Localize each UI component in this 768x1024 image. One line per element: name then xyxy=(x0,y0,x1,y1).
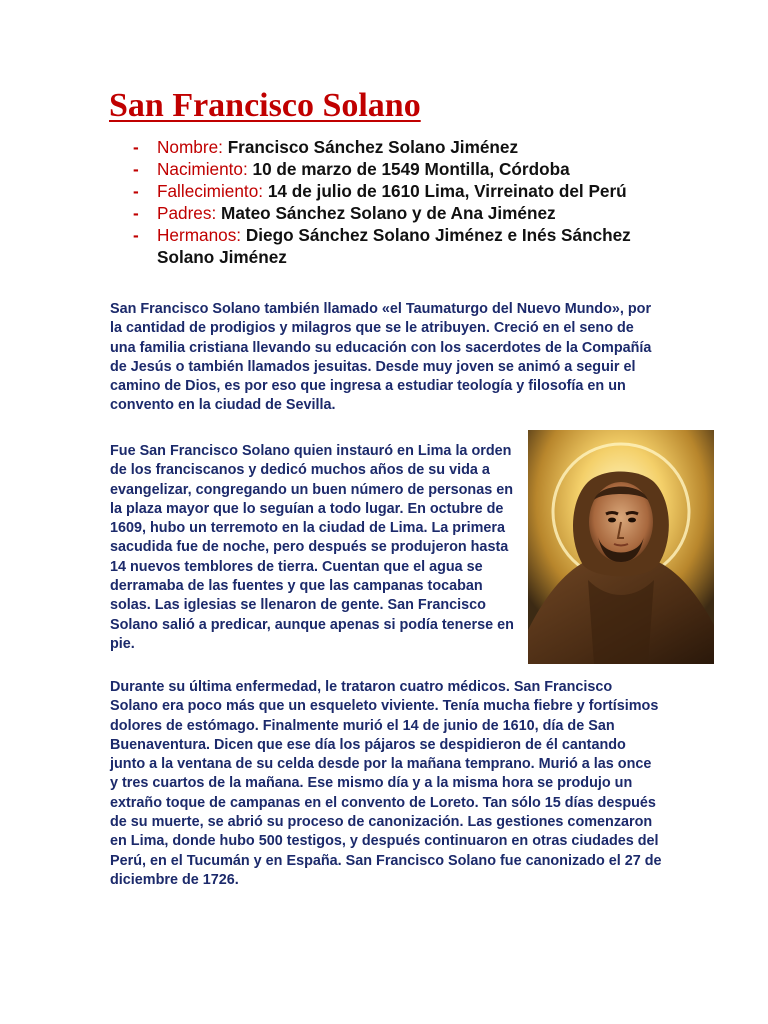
fact-value: 14 de julio de 1610 Lima, Virreinato del Perú xyxy=(267,181,627,201)
fact-nacimiento xyxy=(133,158,653,180)
page-title: San Francisco Solano xyxy=(109,87,421,124)
fact-value: Francisco Sánchez Solano Jiménez xyxy=(227,137,519,157)
paragraph-intro: San Francisco Solano también llamado «el Taumaturgo del Nuevo Mundo», por la cantidad de prodigios y milagros que se le atribuyen. Creció en el seno de una familia cristiana llevando su educación con los sacerdotes de la Compañía de Jesús o también llamados jesuitas. Desde muy joven se animó a seguir el camino de Dios, es por eso que ingresa a estudiar teología y filosofía en un convento en la ciudad de Sevilla. xyxy=(110,301,652,414)
fact-label: Padres: xyxy=(157,203,217,223)
list-dash-icon: - xyxy=(133,225,139,245)
fact-label: Nacimiento: xyxy=(157,159,248,179)
saint-portrait xyxy=(528,430,714,664)
paragraph-lima: Fue San Francisco Solano quien instauró en Lima la orden de los franciscanos y dedicó muchos años de su vida a evangelizar, congregando un buen número de personas en la plaza mayor que lo seguían a todo lugar. En octubre de 1609, hubo un terremoto en la ciudad de Lima. La primera sacudida fue de noche, pero después se produjeron hasta 14 nuevos temblores de tierra. Cuentan que el agua se derramaba de las fuentes y que las campanas tocaban solas. Las iglesias se llenaron de gente. San Francisco Solano salió a predicar, aunque apenas si podía tenerse en pie. xyxy=(110,443,514,652)
fact-nombre xyxy=(133,136,653,158)
facts-list xyxy=(133,136,653,268)
fact-label: Nombre: xyxy=(157,137,223,157)
list-dash-icon: - xyxy=(133,159,139,179)
fact-fallecimiento xyxy=(133,180,653,202)
fact-value: 10 de marzo de 1549 Montilla, Córdoba xyxy=(252,159,570,179)
fact-label: Fallecimiento: xyxy=(157,181,264,201)
fact-value: Mateo Sánchez Solano y de Ana Jiménez xyxy=(221,203,556,223)
paragraph-death: Durante su última enfermedad, le trataron cuatro médicos. San Francisco Solano era poco más que un esqueleto viviente. Tenía mucha fiebre y fortísimos dolores de estómago. Finalmente murió el 14 de junio de 1610, día de San Buenaventura. Dicen que ese día los pájaros se despidieron de él cantando junto a la ventana de su celda desde por la mañana temprano. Murió a las once y tres cuartos de la mañana. Ese mismo día y a la misma hora se produjo un extraño toque de campanas en el convento de Loreto. Tan sólo 15 días después de su muerte, se abrió su proceso de canonización. Las gestiones comenzaron en Lima, donde hubo 500 testigos, y después continuaron en otras ciudades del Perú, en el Tucumán y en España. San Francisco Solano fue canonizado el 27 de diciembre de 1726. xyxy=(110,679,662,888)
list-dash-icon: - xyxy=(133,203,139,223)
list-dash-icon: - xyxy=(133,181,139,201)
list-dash-icon: - xyxy=(133,137,139,157)
portrait-illustration xyxy=(528,430,714,664)
fact-value: Diego Sánchez Solano Jiménez e Inés Sánchez Solano Jiménez xyxy=(157,225,631,267)
fact-padres xyxy=(133,202,653,224)
fact-label: Hermanos: xyxy=(157,225,242,245)
fact-hermanos xyxy=(133,224,653,268)
